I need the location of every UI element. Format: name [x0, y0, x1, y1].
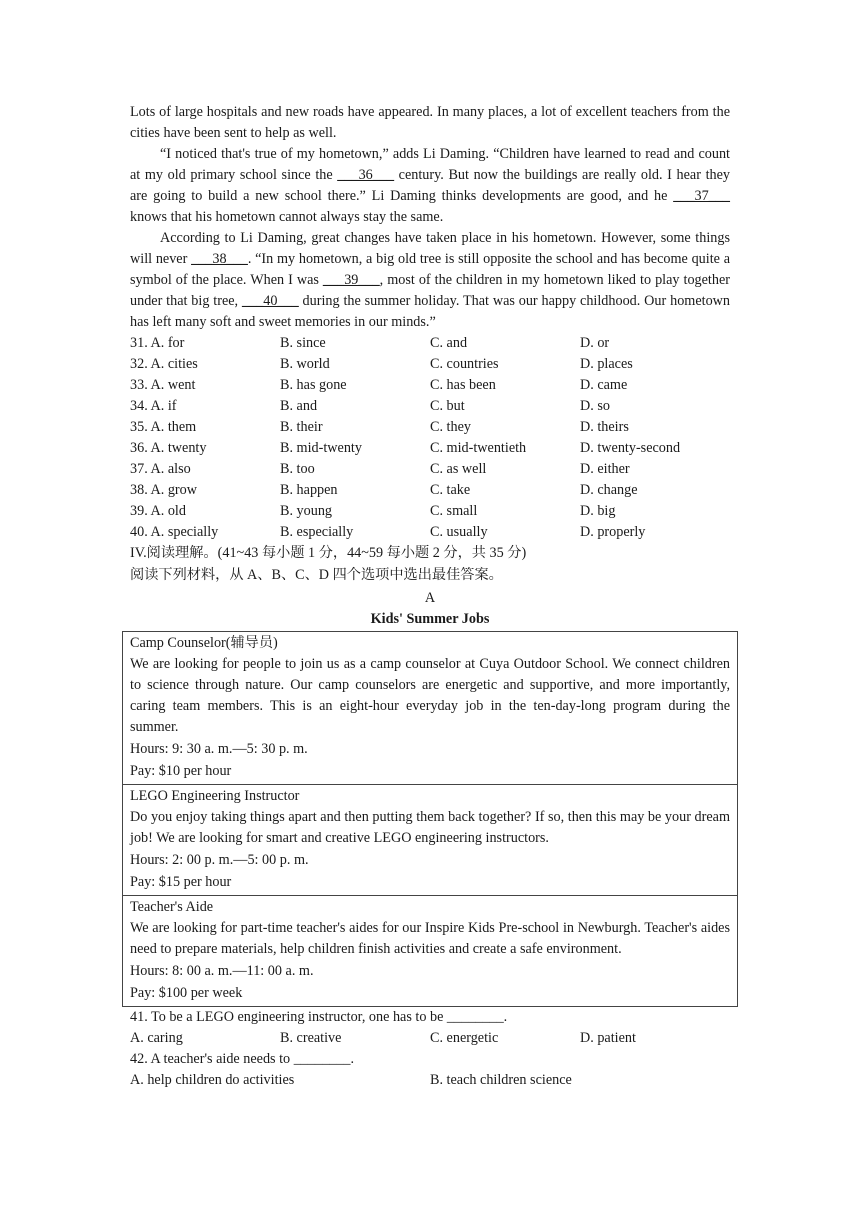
job-hours: Hours: 9: 30 a. m.—5: 30 p. m. — [130, 741, 308, 757]
options-list — [130, 333, 730, 543]
blank-37: ___37___ — [673, 188, 730, 204]
passage-title: Kids' Summer Jobs — [370, 611, 490, 627]
job-pay: Pay: $15 per hour — [130, 874, 232, 890]
option-row-33: 33. A. went B. has gone C. has been D. came — [130, 377, 628, 393]
question-42-options: A. help children do activities B. teach children science — [130, 1072, 572, 1088]
job-title: Camp Counselor(辅导员) — [130, 635, 278, 651]
option-row-31: 31. A. for B. since C. and D. or — [130, 335, 610, 351]
job-description: We are looking for part-time teacher's aides for our Inspire Kids Pre-school in Newburgh. Teacher's aides need to prepare materials, help children finish activities and create a safe environment. — [130, 920, 730, 957]
section-instruction: 阅读下列材料，从 A、B、C、D 四个选项中选出最佳答案。 — [130, 567, 503, 583]
jobs-table — [122, 631, 738, 1007]
passage-paragraph-1: Lots of large hospitals and new roads have appeared. In many places, a lot of excellent teachers from the cities have been sent to help as well. — [130, 104, 730, 141]
job-hours: Hours: 8: 00 a. m.—11: 00 a. m. — [130, 963, 314, 979]
job-row — [123, 896, 738, 1007]
job-description: Do you enjoy taking things apart and then putting them back together? If so, then this may be your dream job! We are looking for smart and creative LEGO engineering instructors. — [130, 809, 730, 846]
job-row — [123, 632, 738, 785]
option-row-35: 35. A. them B. their C. they D. theirs — [130, 419, 629, 435]
option-row-37: 37. A. also B. too C. as well D. either — [130, 461, 630, 477]
passage-paragraph-2: “I noticed that's true of my hometown,” adds Li Daming. “Children have learned to read and count at my old primary school since the ___36___ century. But now the buildings are really old. I hear they are going to build a new school there.” Li Daming thinks developments are good, and he ___37___ knows that his hometown cannot always stay the same. — [130, 146, 730, 225]
passage-paragraph-3: According to Li Daming, great changes have taken place in his hometown. However, some things will never ___38___. “In my hometown, a big old tree is still opposite the school and has become quite a symbol of the place. When I was ___39___, most of the children in my hometown liked to play together under that big tree, ___40___ during the summer holiday. That was our happy childhood. Our hometown has left many soft and sweet memories in our minds.” — [130, 230, 730, 330]
job-hours: Hours: 2: 00 p. m.—5: 00 p. m. — [130, 852, 309, 868]
job-cell-camp-counselor — [123, 632, 738, 785]
job-description: We are looking for people to join us as a camp counselor at Cuya Outdoor School. We connect children to science through nature. Our camp counselors are energetic and supportive, and more importantly, caring team members. This is an eight-hour everyday job in the ten-day-long program during the summer. — [130, 656, 730, 735]
blank-38: ___38___ — [191, 251, 248, 267]
exam-page — [130, 102, 730, 1091]
option-row-40: 40. A. specially B. especially C. usually D. properly — [130, 524, 646, 540]
option-row-32: 32. A. cities B. world C. countries D. places — [130, 356, 633, 372]
job-pay: Pay: $100 per week — [130, 985, 243, 1001]
section-heading: IV.阅读理解。(41~43 每小题 1 分，44~59 每小题 2 分，共 35 分) — [130, 545, 527, 561]
blank-40: ___40___ — [241, 293, 299, 309]
option-row-34: 34. A. if B. and C. but D. so — [130, 398, 610, 414]
question-42: 42. A teacher's aide needs to ________. — [130, 1051, 354, 1067]
option-row-39: 39. A. old B. young C. small D. big — [130, 503, 616, 519]
job-row — [123, 785, 738, 896]
job-title: Teacher's Aide — [130, 899, 214, 915]
blank-39: ___39___ — [322, 272, 380, 288]
job-title: LEGO Engineering Instructor — [130, 788, 300, 804]
job-cell-teachers-aide — [123, 896, 738, 1007]
passage-letter: A — [424, 590, 436, 606]
question-41-options: A. caring B. creative C. energetic D. patient — [130, 1030, 636, 1046]
option-row-38: 38. A. grow B. happen C. take D. change — [130, 482, 638, 498]
blank-36: ___36___ — [337, 167, 395, 183]
option-row-36: 36. A. twenty B. mid-twenty C. mid-twentieth D. twenty-second — [130, 440, 681, 456]
job-cell-lego-instructor — [123, 785, 738, 896]
job-pay: Pay: $10 per hour — [130, 763, 232, 779]
question-41: 41. To be a LEGO engineering instructor, one has to be ________. — [130, 1009, 508, 1025]
